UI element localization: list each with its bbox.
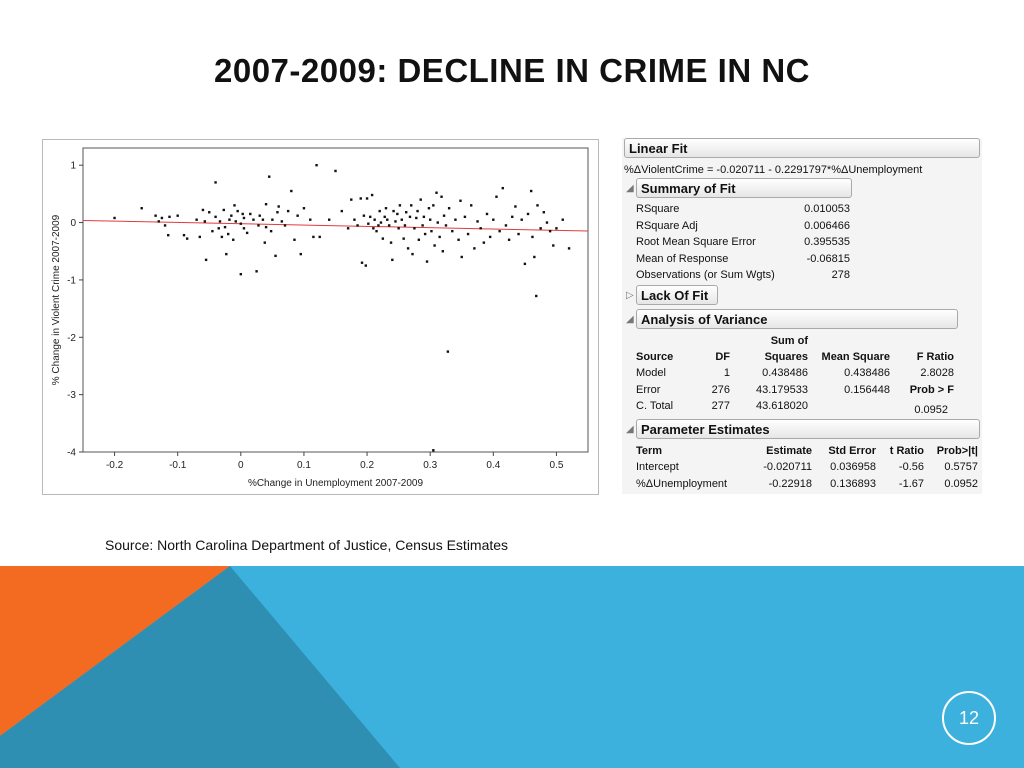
data-point <box>262 218 264 220</box>
data-point <box>221 236 223 238</box>
data-point <box>399 204 401 206</box>
data-point <box>211 230 213 232</box>
param-cell: %ΔUnemployment <box>636 477 728 490</box>
decorative-footer <box>0 566 1024 768</box>
data-point <box>235 220 237 222</box>
data-point <box>421 224 423 226</box>
data-point <box>161 217 163 219</box>
data-point <box>479 227 481 229</box>
anova-column-header: F Ratio <box>916 351 954 363</box>
data-point <box>113 217 115 219</box>
param-cell: 0.0952 <box>944 477 978 490</box>
data-point <box>432 449 434 451</box>
disclosure-open-icon[interactable]: ◢ <box>626 183 634 194</box>
data-point <box>396 213 398 215</box>
jmp-report-panel <box>622 138 982 494</box>
data-point <box>328 218 330 220</box>
data-point <box>429 218 431 220</box>
data-point <box>356 224 358 226</box>
anova-cell: 0.156448 <box>844 383 890 396</box>
anova-cell: 277 <box>711 400 730 412</box>
data-point <box>440 196 442 198</box>
param-cell: -0.020711 <box>763 461 812 473</box>
data-point <box>373 218 375 220</box>
scatter-plot-svg <box>43 140 598 494</box>
anova-cell: 43.618020 <box>756 400 808 412</box>
data-point <box>277 205 279 207</box>
data-point <box>489 236 491 238</box>
data-point <box>264 241 266 243</box>
page-number-badge: 12 <box>942 691 996 745</box>
data-point <box>430 230 432 232</box>
param-column-header: Std Error <box>828 445 876 457</box>
param-cell: -0.22918 <box>768 477 812 490</box>
anova-cell: Model <box>636 367 666 379</box>
anova-column-header: Mean Square <box>821 351 890 363</box>
data-point <box>457 239 459 241</box>
param-column-header: Estimate <box>766 445 812 457</box>
data-point <box>476 220 478 222</box>
param-cell: 0.5757 <box>944 461 978 473</box>
data-point <box>296 214 298 216</box>
data-point <box>281 220 283 222</box>
data-point <box>361 262 363 264</box>
x-tick-label: 0.2 <box>360 460 375 471</box>
x-axis-label: %Change in Unemployment 2007-2009 <box>247 478 424 489</box>
data-point <box>401 218 403 220</box>
data-point <box>366 197 368 199</box>
data-point <box>413 227 415 229</box>
slide-title: 2007-2009: DECLINE IN CRIME IN NC <box>214 52 810 89</box>
anova-cell: 276 <box>711 383 730 396</box>
anova-header-top: Sum of <box>770 335 808 347</box>
data-point <box>360 197 362 199</box>
data-point <box>498 230 500 232</box>
data-point <box>243 217 245 219</box>
data-point <box>367 223 369 225</box>
data-point <box>483 241 485 243</box>
data-point <box>426 260 428 262</box>
param-cell: Intercept <box>636 461 679 473</box>
data-point <box>495 196 497 198</box>
anova-cell: 43.179533 <box>756 383 808 396</box>
data-point <box>255 270 257 272</box>
data-point <box>199 236 201 238</box>
data-point <box>470 204 472 206</box>
anova-cell: C. Total <box>636 400 674 412</box>
anova-cell: 0.438486 <box>844 367 890 379</box>
data-point <box>274 255 276 257</box>
summary-of-fit-header[interactable]: Summary of Fit <box>636 178 852 198</box>
anova-header[interactable]: Analysis of Variance <box>636 309 958 329</box>
data-point <box>265 226 267 228</box>
data-point <box>524 263 526 265</box>
data-point <box>502 187 504 189</box>
summary-label: Mean of Response <box>636 252 729 265</box>
summary-label: Observations (or Sum Wgts) <box>636 269 775 281</box>
data-point <box>454 218 456 220</box>
data-point <box>437 221 439 223</box>
data-point <box>546 221 548 223</box>
anova-column-header: Source <box>636 351 674 363</box>
summary-value: -0.06815 <box>806 252 850 265</box>
data-point <box>232 239 234 241</box>
data-point <box>394 220 396 222</box>
data-point <box>208 211 210 213</box>
summary-value: 0.006466 <box>804 219 850 232</box>
data-point <box>236 210 238 212</box>
data-point <box>445 224 447 226</box>
data-point <box>416 210 418 212</box>
data-point <box>369 216 371 218</box>
summary-value: 278 <box>831 269 850 281</box>
summary-label: RSquare <box>636 203 680 215</box>
data-point <box>334 170 336 172</box>
data-point <box>432 204 434 206</box>
data-point <box>423 216 425 218</box>
anova-cell: 0.438486 <box>762 367 808 379</box>
data-point <box>270 230 272 232</box>
data-point <box>219 220 221 222</box>
anova-cell: 2.8028 <box>920 367 954 379</box>
data-point <box>447 350 449 352</box>
data-point <box>384 216 386 218</box>
summary-label: RSquare Adj <box>636 219 698 232</box>
x-tick-label: 0.1 <box>296 460 311 471</box>
data-point <box>363 214 365 216</box>
data-point <box>435 192 437 194</box>
data-point <box>459 200 461 202</box>
data-point <box>284 224 286 226</box>
data-point <box>492 218 494 220</box>
y-axis-label: % Change in Violent Crime 2007-2009 <box>51 214 62 386</box>
anova-cell: Error <box>636 383 661 396</box>
data-point <box>390 241 392 243</box>
data-point <box>473 247 475 249</box>
data-point <box>486 213 488 215</box>
data-point <box>385 207 387 209</box>
data-point <box>230 214 232 216</box>
data-point <box>154 214 156 216</box>
disclosure-open-icon[interactable]: ◢ <box>626 314 634 325</box>
data-point <box>225 253 227 255</box>
data-point <box>415 217 417 219</box>
data-point <box>240 273 242 275</box>
data-point <box>420 198 422 200</box>
y-tick-label: -1 <box>67 275 76 287</box>
y-tick-label: 0 <box>70 218 76 230</box>
data-point <box>300 253 302 255</box>
data-point <box>195 218 197 220</box>
data-point <box>552 244 554 246</box>
x-tick-label: -0.1 <box>169 460 187 471</box>
data-point <box>467 233 469 235</box>
disclosure-closed-icon[interactable]: ▷ <box>626 290 634 301</box>
y-tick-label: -2 <box>67 332 76 344</box>
x-tick-label: -0.2 <box>105 460 124 471</box>
data-point <box>508 239 510 241</box>
data-point <box>176 214 178 216</box>
data-point <box>424 233 426 235</box>
data-point <box>418 239 420 241</box>
data-point <box>405 211 407 213</box>
param-column-header: Term <box>636 445 663 457</box>
data-point <box>409 216 411 218</box>
data-point <box>411 253 413 255</box>
data-point <box>350 198 352 200</box>
data-point <box>249 213 251 215</box>
scatter-chart <box>42 139 599 495</box>
param-cell: 0.036958 <box>830 461 876 473</box>
summary-value: 0.395535 <box>804 236 850 248</box>
anova-column-header: Squares <box>764 351 808 363</box>
param-column-header: Prob>|t| <box>936 445 978 457</box>
data-point <box>533 256 535 258</box>
data-point <box>438 236 440 238</box>
data-point <box>543 211 545 213</box>
data-point <box>404 224 406 226</box>
data-point <box>539 227 541 229</box>
data-point <box>536 204 538 206</box>
data-point <box>517 233 519 235</box>
x-tick-label: 0 <box>238 460 244 471</box>
lack-of-fit-header[interactable]: Lack Of Fit <box>636 285 718 305</box>
data-point <box>252 218 254 220</box>
data-point <box>391 259 393 261</box>
data-point <box>388 224 390 226</box>
disclosure-open-icon[interactable]: ◢ <box>626 424 634 435</box>
source-note: Source: North Carolina Department of Justice, Census Estimates <box>105 537 509 553</box>
x-tick-label: 0.5 <box>549 460 564 471</box>
data-point <box>397 227 399 229</box>
data-point <box>442 250 444 252</box>
data-point <box>214 181 216 183</box>
data-point <box>371 194 373 196</box>
data-point <box>242 213 244 215</box>
data-point <box>535 295 537 297</box>
data-point <box>521 218 523 220</box>
data-point <box>246 232 248 234</box>
data-point <box>428 207 430 209</box>
fit-equation: %ΔViolentCrime = -0.020711 - 0.2291797*%ΔUnemployment <box>624 164 923 176</box>
data-point <box>257 224 259 226</box>
data-point <box>378 210 380 212</box>
data-point <box>141 207 143 209</box>
data-point <box>377 224 379 226</box>
data-point <box>168 216 170 218</box>
plot-frame <box>83 148 588 452</box>
data-point <box>319 236 321 238</box>
data-point <box>386 218 388 220</box>
data-point <box>555 227 557 229</box>
data-point <box>259 214 261 216</box>
data-point <box>265 203 267 205</box>
data-point <box>167 234 169 236</box>
data-point <box>240 223 242 225</box>
data-point <box>433 244 435 246</box>
data-point <box>353 218 355 220</box>
data-point <box>514 205 516 207</box>
data-point <box>276 211 278 213</box>
data-point <box>375 230 377 232</box>
data-point <box>527 213 529 215</box>
y-tick-label: -4 <box>67 447 76 459</box>
parameter-estimates-header[interactable]: Parameter Estimates <box>636 419 980 439</box>
anova-cell: Prob > F <box>909 383 954 396</box>
linear-fit-header[interactable]: Linear Fit <box>624 138 980 158</box>
anova-column-header: DF <box>715 351 730 363</box>
data-point <box>443 214 445 216</box>
data-point <box>530 190 532 192</box>
data-point <box>372 227 374 229</box>
data-point <box>312 236 314 238</box>
data-point <box>448 207 450 209</box>
data-point <box>158 220 160 222</box>
data-point <box>293 239 295 241</box>
data-point <box>233 204 235 206</box>
param-cell: 0.136893 <box>830 477 876 490</box>
data-point <box>214 216 216 218</box>
data-point <box>223 209 225 211</box>
data-point <box>227 233 229 235</box>
data-point <box>382 237 384 239</box>
data-point <box>268 175 270 177</box>
data-point <box>309 218 311 220</box>
data-point <box>451 230 453 232</box>
anova-cell: 1 <box>723 367 730 379</box>
data-point <box>464 216 466 218</box>
data-point <box>315 164 317 166</box>
data-point <box>568 247 570 249</box>
data-point <box>407 247 409 249</box>
data-point <box>511 216 513 218</box>
data-point <box>341 210 343 212</box>
data-point <box>461 256 463 258</box>
data-point <box>202 209 204 211</box>
y-tick-label: 1 <box>70 160 76 172</box>
data-point <box>303 207 305 209</box>
data-point <box>549 230 551 232</box>
data-point <box>347 227 349 229</box>
summary-label: Root Mean Square Error <box>636 236 756 248</box>
data-point <box>164 224 166 226</box>
y-tick-label: -3 <box>67 390 76 402</box>
data-point <box>505 224 507 226</box>
data-point <box>531 236 533 238</box>
param-cell: -1.67 <box>898 477 924 490</box>
data-point <box>402 237 404 239</box>
data-point <box>380 221 382 223</box>
data-point <box>183 234 185 236</box>
summary-value: 0.010053 <box>804 203 850 215</box>
x-tick-label: 0.4 <box>486 460 501 471</box>
data-point <box>205 259 207 261</box>
data-point <box>186 237 188 239</box>
data-point <box>218 227 220 229</box>
data-point <box>562 218 564 220</box>
data-point <box>392 210 394 212</box>
data-point <box>204 220 206 222</box>
data-point <box>365 264 367 266</box>
data-point <box>243 227 245 229</box>
anova-cell: 0.0952 <box>914 404 948 416</box>
data-point <box>410 204 412 206</box>
data-point <box>228 218 230 220</box>
data-point <box>271 218 273 220</box>
data-point <box>290 190 292 192</box>
data-point <box>224 226 226 228</box>
param-column-header: t Ratio <box>889 445 924 457</box>
param-cell: -0.56 <box>898 461 924 473</box>
x-tick-label: 0.3 <box>423 460 438 471</box>
data-point <box>287 210 289 212</box>
